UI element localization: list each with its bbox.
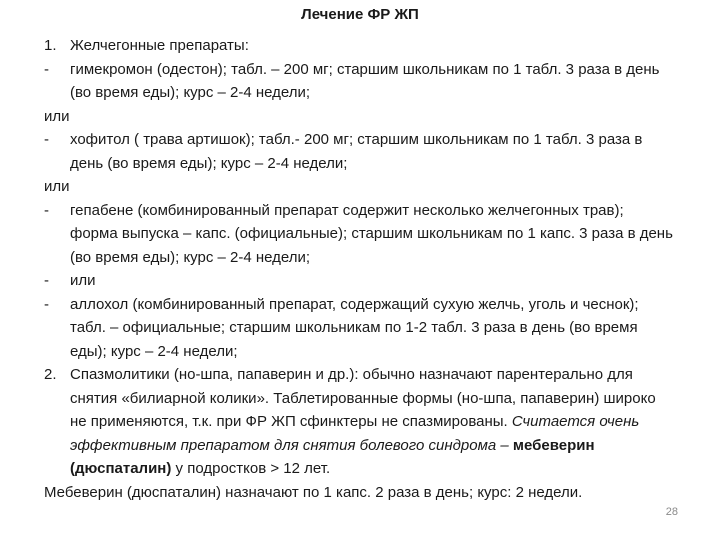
section-2-marker: 2. xyxy=(44,366,57,383)
section-1-text: Желчегонные препараты: xyxy=(70,37,249,54)
list-item xyxy=(44,199,674,270)
dash-marker: - xyxy=(44,131,49,148)
section-2-bold-drug: мебеверин (дюспаталин) xyxy=(70,436,595,477)
section-1-heading xyxy=(44,34,674,58)
list-item-text: гепабене (комбинированный препарат содержит несколько желчегонных трав); форма выпуска – капс. (официальные); старшим школьникам по 1 капс. 3 раза в день (во время еды); курс – 2-4 недели; xyxy=(70,201,673,266)
or-label: или xyxy=(44,107,70,125)
list-item xyxy=(44,58,674,105)
list-item-text: гимекромон (одестон); табл. – 200 мг; старшим школьникам по 1 табл. 3 раза в день (во время еды); курс – 2-4 недели; xyxy=(70,60,660,101)
dash-marker: - xyxy=(44,60,49,78)
section-2-text: Спазмолитики (но-шпа, папаверин и др.): обычно назначают парентерально для снятия «билиарной колики». Таблетированные формы (но-шпа, папаверин) широко не применяются, т.к. при ФР ЖП сфинктеры не спазмированы. xyxy=(70,366,656,430)
footer-text: Мебеверин (дюспаталин) назначают по 1 капс. 2 раза в день; курс: 2 недели. xyxy=(44,483,583,501)
list-item xyxy=(44,293,674,364)
or-label: или xyxy=(44,178,70,195)
list-item xyxy=(44,128,674,175)
dash-marker: - xyxy=(44,201,49,219)
dash-marker: - xyxy=(44,295,49,313)
section-2-paragraph xyxy=(44,363,674,481)
list-item xyxy=(44,269,674,293)
dash-marker: - xyxy=(44,272,49,289)
section-2-italic-text: Считается очень эффективным препаратом для снятия болевого синдрома – xyxy=(70,413,640,454)
section-1-marker: 1. xyxy=(44,37,57,54)
slide-content xyxy=(44,34,674,504)
slide-title: Лечение ФР ЖП xyxy=(301,6,419,23)
page-number: 28 xyxy=(665,506,678,518)
list-item-text: или xyxy=(70,272,96,289)
section-2-tail-text: у подростков > 12 лет. xyxy=(175,460,331,477)
list-item-text: аллохол (комбинированный препарат, содержащий сухую желчь, уголь и чеснок); табл. – официальные; старшим школьникам по 1-2 табл. 3 раза в день (во время еды); курс – 2-4 недели; xyxy=(70,295,639,360)
list-item-text: хофитол ( трава артишок); табл.- 200 мг; старшим школьникам по 1 табл. 3 раза в день (во время еды); курс – 2-4 недели; xyxy=(70,131,643,172)
